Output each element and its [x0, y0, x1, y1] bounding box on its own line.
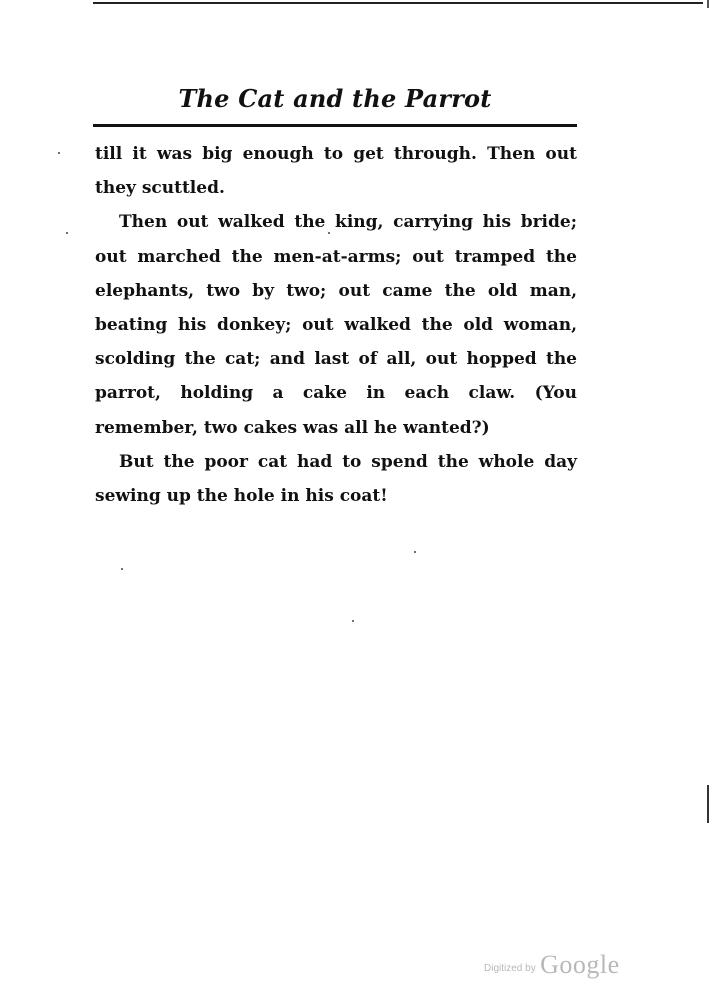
- paragraph-ending: But the poor cat had to spend the whole day sewing up the hole in his coat!: [95, 451, 577, 507]
- running-head: The Cat and the Parrot: [178, 84, 492, 113]
- scan-edge-mark: [707, 0, 709, 8]
- scan-speck: [352, 620, 354, 622]
- header-rule: [93, 124, 577, 127]
- digitized-watermark: [484, 950, 620, 980]
- scan-speck: [121, 568, 123, 570]
- margin-scan-mark: [707, 785, 709, 823]
- scan-speck: [66, 232, 68, 234]
- scan-speck: [414, 551, 416, 553]
- paragraph-continuation: till it was big enough to get through. Then out they scuttled.: [95, 144, 577, 199]
- paragraph-procession: Then out walked the king, carrying his bride; out marched the men-at-arms; out tramped the elephants, two by two; out came the old man, beating his donkey; out walked the old woman, scolding the cat; and last of all, out hopped the parrot, holding a cake in each claw. (You remember, two cakes was all he wanted?): [95, 212, 577, 438]
- scan-speck: [58, 152, 60, 154]
- top-page-rule: [93, 2, 703, 4]
- page-body: [95, 137, 577, 513]
- watermark-prefix: Digitized by: [484, 963, 536, 974]
- google-logo: Google: [540, 950, 620, 979]
- scan-speck: [328, 232, 330, 234]
